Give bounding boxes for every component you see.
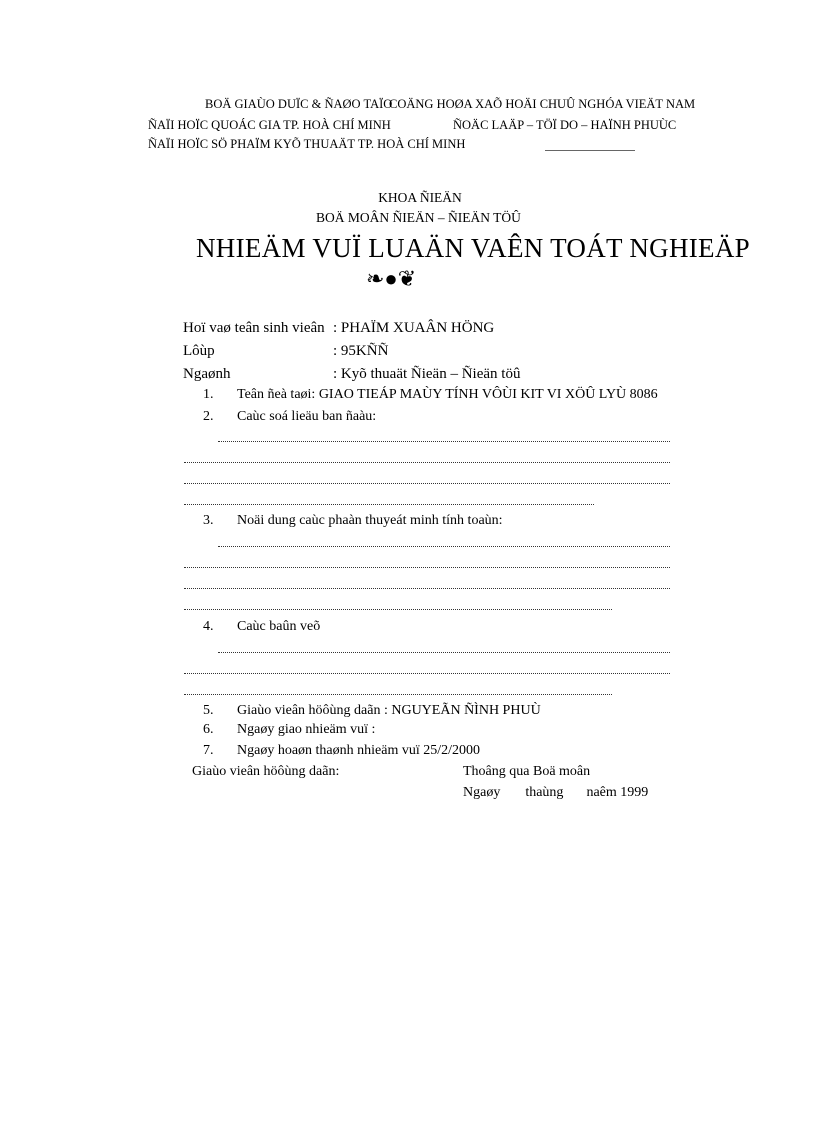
list-item	[203, 387, 658, 403]
initial-data-label: Caùc soá lieäu ban ñaàu:	[237, 409, 377, 424]
country-name: COÄNG HOØA XAÕ HOÄI CHUÛ NGHÓA VIEÄT NAM	[389, 97, 696, 111]
supervisor-signature-label: Giaùo vieân höôùng daãn:	[192, 764, 340, 779]
motto-underline	[545, 150, 635, 151]
class-value: : 95KÑÑ	[333, 343, 389, 359]
blank-line	[184, 567, 670, 568]
item-number: 4.	[203, 619, 214, 634]
blank-line	[184, 588, 670, 589]
supervisor: Giaùo vieân höôùng daãn : NGUYEÃN ÑÌNH PHUÙ	[237, 703, 541, 718]
department-name: BOÄ MOÂN ÑIEÄN – ÑIEÄN TÖÛ	[316, 210, 521, 225]
drawings-label: Caùc baûn veõ	[237, 619, 321, 634]
blank-line	[184, 694, 612, 695]
item-number: 3.	[203, 513, 214, 528]
class-label: Lôùp	[183, 343, 215, 359]
day-label: Ngaøy	[463, 785, 501, 800]
department-approval-label: Thoâng qua Boä moân	[463, 764, 591, 779]
major-label: Ngaønh	[183, 366, 231, 382]
item-number: 1.	[203, 387, 214, 402]
student-name-value: : PHAÏM XUAÂN HÖNG	[333, 320, 495, 336]
page-title: NHIEÄM VUÏ LUAÄN VAÊN TOÁT NGHIEÄP	[196, 233, 750, 263]
item-number: 6.	[203, 722, 214, 737]
ministry-name: BOÄ GIAÙO DUÏC & ÑAØO TAÏO	[205, 97, 393, 111]
blank-line	[218, 441, 670, 442]
school-name: ÑAÏI HOÏC SÖ PHAÏM KYÕ THUAÄT TP. HOÀ CHÍ MINH	[148, 137, 466, 151]
year-label: naêm 1999	[586, 785, 649, 800]
item-number: 5.	[203, 703, 214, 718]
thesis-topic: Teân ñeà taøi: GIAO TIEÁP MAÙY TÍNH VÔÙI KIT VI XÖÛ LYÙ 8086	[237, 387, 658, 402]
approval-date	[463, 785, 648, 801]
national-motto: ÑOÄC LAÄP – TÖÏ DO – HAÏNH PHUÙC	[453, 118, 677, 132]
item-number: 7.	[203, 743, 214, 758]
item-number: 2.	[203, 409, 214, 424]
list-item	[203, 619, 320, 635]
list-item	[203, 722, 375, 738]
assignment-date: Ngaøy giao nhieäm vuï :	[237, 722, 376, 737]
ornament-icon: ❧●❦	[366, 266, 417, 291]
blank-line	[184, 673, 670, 674]
list-item	[203, 703, 541, 719]
list-item	[203, 743, 480, 759]
blank-line	[218, 652, 670, 653]
student-name-label: Hoï vaø teân sinh vieân	[183, 320, 325, 336]
blank-line	[184, 462, 670, 463]
blank-line	[184, 483, 670, 484]
blank-line	[184, 609, 612, 610]
content-label: Noäi dung caùc phaàn thuyeát minh tính toaùn:	[237, 513, 503, 528]
list-item	[203, 409, 376, 425]
month-label: thaùng	[525, 785, 564, 800]
major-value: : Kyõ thuaät Ñieän – Ñieän töû	[333, 366, 521, 382]
blank-line	[218, 546, 670, 547]
completion-date: Ngaøy hoaøn thaønh nhieäm vuï 25/2/2000	[237, 743, 481, 758]
list-item	[203, 513, 503, 529]
university-name: ÑAÏI HOÏC QUOÁC GIA TP. HOÀ CHÍ MINH	[148, 118, 391, 132]
faculty-name: KHOA ÑIEÄN	[378, 190, 462, 205]
blank-line	[184, 504, 594, 505]
